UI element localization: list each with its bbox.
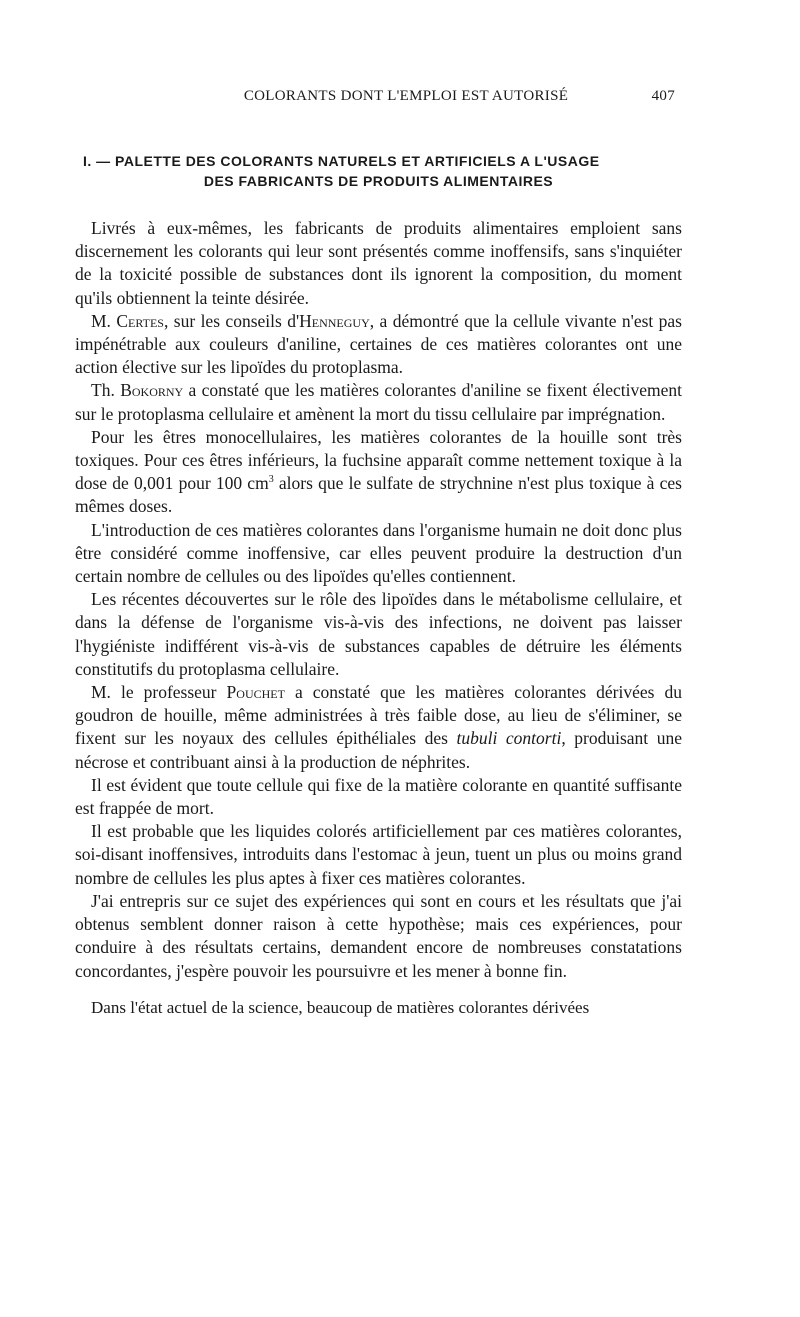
paragraph-4 <box>75 426 682 519</box>
section-heading <box>75 151 682 191</box>
author-name-certes: Certes <box>116 310 164 331</box>
author-name-bokorny: Bokorny <box>120 380 184 401</box>
paragraph-3-prefix: Th. <box>91 380 115 401</box>
paragraph-3 <box>75 379 682 425</box>
paragraph-7-text-1: a constaté que les matières colorantes dérivées du goudron de houille, même administrées à très faible dose, au lieu de s'éliminer, se fixent sur les noyaux des cellules épithéliales des <box>75 682 682 749</box>
section-heading-line-1: I. — PALETTE DES COLORANTS NATURELS ET ARTIFICIELS A L'USAGE <box>83 153 600 169</box>
paragraph-7-prefix: M. le professeur <box>91 682 217 703</box>
paragraph-2-prefix: M. <box>91 310 111 331</box>
author-name-henneguy: Henneguy <box>299 310 370 331</box>
author-name-pouchet: Pouchet <box>226 682 285 703</box>
section-heading-line-2: DES FABRICANTS DE PRODUITS ALIMENTAIRES <box>203 173 554 189</box>
paragraph-2 <box>75 310 682 380</box>
superscript-3: 3 <box>268 474 274 486</box>
paragraph-2-text: , a démontré que la cellule vivante n'est pas impénétrable aux couleurs d'aniline, certaines de ces matières colorantes ont une action élective sur les lipoïdes du protoplasma. <box>75 310 682 378</box>
body-text <box>75 217 682 983</box>
paragraph-11: Dans l'état actuel de la science, beaucoup de matières colorantes dérivées <box>91 997 590 1017</box>
paragraph-8: Il est évident que toute cellule qui fixe de la matière colorante en quantité suffisante est frappée de mort. <box>75 774 682 819</box>
paragraph-10: J'ai entrepris sur ce sujet des expériences qui sont en cours et les résultats que j'ai obtenus semblent donner raison à cette hypothèse; mais ces expériences, pour conduire à des résultats certains, demandent encore de nombreuses constatations concordantes, j'espère pouvoir les poursuivre et les mener à bonne fin. <box>75 890 682 981</box>
running-head-title: COLORANTS DONT L'EMPLOI EST AUTORISÉ <box>243 88 569 104</box>
paragraph-2-mid: , sur les conseils d' <box>163 310 300 331</box>
paragraph-4-text: Pour les êtres monocellulaires, les matières colorantes de la houille sont très toxiques. Pour ces êtres inférieurs, la fuchsine apparaît comme nettement toxique à la dose de 0,001 pour 100 cm <box>75 426 682 494</box>
paragraph-7 <box>75 681 682 774</box>
paragraph-1: Livrés à eux-mêmes, les fabricants de produits alimentaires emploient sans discernement les colorants qui leur sont présentés comme inoffensifs, sans s'inquiéter de la toxicité possible de substances dont ils ignorent la composition, du moment qu'ils obtiennent la teinte désirée. <box>75 218 682 308</box>
paragraph-6: Les récentes découvertes sur le rôle des lipoïdes dans le métabolisme cellulaire, et dans la défense de l'organisme vis-à-vis des infections, ne doivent pas laisser l'hygiéniste indifférent vis-à-vis de substances capables de détruire les éléments constitutifs du protoplasma cellulaire. <box>75 589 682 679</box>
document-page <box>75 88 682 1019</box>
running-head <box>75 88 682 118</box>
paragraph-9: Il est probable que les liquides colorés artificiellement par ces matières colorantes, soi-disant inoffensives, introduits dans l'estomac à jeun, tuent un plus ou moins grand nombre de cellules les plus aptes à fixer ces matières colorantes. <box>75 821 682 888</box>
latin-term: tubuli contorti <box>456 728 562 749</box>
paragraph-7-text-2: , produisant une nécrose et contribuant ainsi à la production de néphrites. <box>75 728 683 772</box>
paragraph-5: L'introduction de ces matières colorantes dans l'organisme humain ne doit donc plus être considéré comme inoffensive, car elles peuvent produire la destruction d'un certain nombre de cellules ou des lipoïdes qu'elles contiennent. <box>75 519 682 587</box>
paragraph-4-rest: alors que le sulfate de strychnine n'est plus toxique à ces mêmes doses. <box>75 473 682 517</box>
paragraph-3-text: a constaté que les matières colorantes d'aniline se fixent électivement sur le protoplasma cellulaire et amènent la mort du tissu cellulaire par imprégnation. <box>75 380 683 424</box>
page-number: 407 <box>651 88 675 104</box>
